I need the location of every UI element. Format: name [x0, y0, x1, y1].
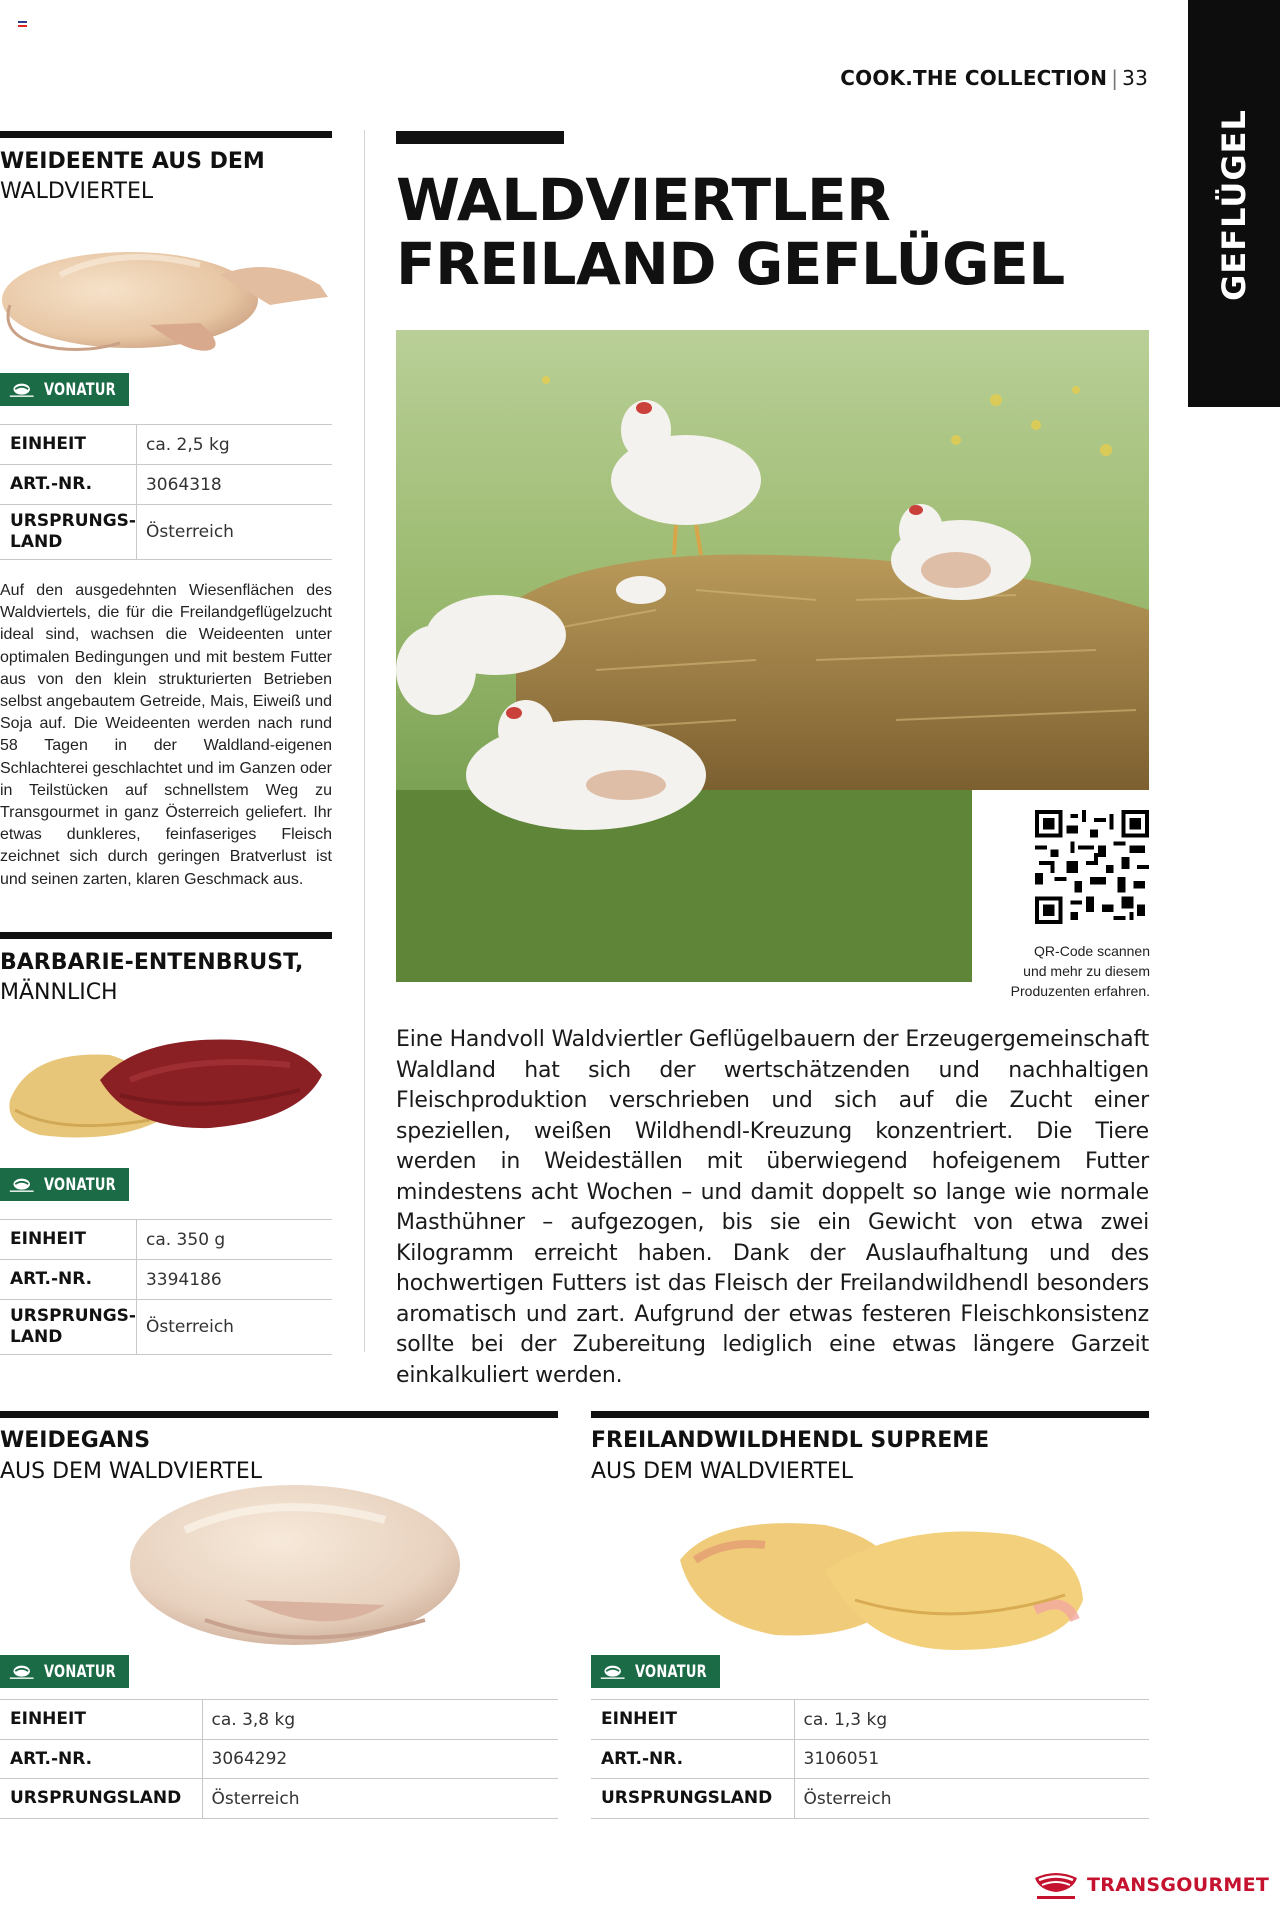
- transgourmet-brand-icon: [1033, 1868, 1079, 1902]
- label-einheit: EINHEIT: [0, 425, 136, 465]
- section-bar: [591, 1411, 1149, 1418]
- label-einheit: EINHEIT: [591, 1700, 794, 1740]
- collection-name: COOK.THE COLLECTION: [840, 66, 1108, 90]
- value-ursprungsland: Österreich: [136, 1300, 332, 1355]
- intro-text: Eine Handvoll Waldviertler Geflügelbauern der Erzeugergemeinschaft Waldland hat sich der wertschätzenden und nachhaltigen Fleischproduktion verschrieben und sich auf die Zucht einer speziellen, weißen Wildhendl-Kreuzung konzentriert. Die Tiere werden in Weideställen mit überwiegend hofeigenem Futter mindestens acht Wochen – und damit doppelt so lange wie normale Masthühner – aufgezogen, bis sie ein Gewicht von etwa zwei Kilogramm erreicht haben. Dank der Auslaufhaltung und des hochwertigen Futters ist das Fleisch der Freilandwildhendl besonders aromatisch und zart. Aufgrund der etwas festeren Fleischkonsistenz sollte bei der Zubereitung lediglich eine etwas längere Garzeit einkalkuliert werden.: [396, 1027, 1149, 1388]
- page-number: 33: [1122, 66, 1148, 90]
- duck-breast-image: [0, 1020, 332, 1140]
- section-bar: [0, 1411, 558, 1418]
- product-title-gans: WEIDEGANS: [0, 1428, 151, 1453]
- hero-bar: [396, 131, 564, 144]
- transgourmet-logo-icon: [599, 1663, 626, 1681]
- value-ursprungsland: Österreich: [136, 505, 332, 560]
- value-artnr: 3394186: [136, 1260, 332, 1300]
- vonatur-badge: [591, 1655, 720, 1688]
- vonatur-badge: [0, 373, 129, 406]
- value-einheit: ca. 350 g: [136, 1220, 332, 1260]
- product-subtitle-barbarie: MÄNNLICH: [0, 980, 118, 1005]
- product-description-ente: Auf den ausgedehnten Wiesenflächen des Waldviertels, die für die Freilandgeflügelzucht ideal sind, wachsen die Weideenten unter optimalen Bedingungen und mit bestem Futter aus von den klein strukturierten Betrieben selbst angebautem Getreide, Mais, Eiweiß und Soja auf. Die Weideenten werden nach rund 58 Tagen in der Waldland-eigenen Schlachterei geschlachtet und im Ganzen oder in Teilstücken auf schnellstem Weg zu Transgourmet in ganz Österreich geliefert. Ihr etwas dunkleres, feinfaseriges Fleisch zeichnet sich durch geringen Bratverlust ist und seinen zarten, klaren Geschmack aus.: [0, 582, 332, 888]
- badge-label: VONATUR: [44, 1174, 117, 1195]
- category-tab-label: GEFLÜGEL: [1215, 109, 1253, 301]
- value-artnr: 3064318: [136, 465, 332, 505]
- product-subtitle-gans: AUS DEM WALDVIERTEL: [0, 1459, 263, 1484]
- value-einheit: ca. 1,3 kg: [794, 1700, 1149, 1740]
- product-title-barbarie: BARBARIE-ENTENBRUST,: [0, 950, 304, 975]
- label-ursprungsland: URSPRUNGS- LAND: [0, 505, 136, 560]
- spec-table-barbarie: [0, 1219, 332, 1355]
- label-einheit: EINHEIT: [0, 1220, 136, 1260]
- language-flag-icon[interactable]: [18, 21, 27, 27]
- value-ursprungsland: Österreich: [202, 1779, 558, 1819]
- column-divider: [364, 130, 365, 1352]
- spec-table-ente: [0, 424, 332, 560]
- product-title-hendl: FREILANDWILDHENDL SUPREME: [591, 1428, 990, 1453]
- value-einheit: ca. 3,8 kg: [202, 1700, 558, 1740]
- footer-brand-name: TRANSGOURMET: [1087, 1874, 1270, 1896]
- qr-caption: QR-Code scannen und mehr zu diesem Produzenten erfahren.: [1010, 943, 1150, 999]
- badge-label: VONATUR: [44, 379, 117, 400]
- hero-title: WALDVIERTLER FREILAND GEFLÜGEL: [396, 166, 1065, 298]
- label-artnr: ART.-NR.: [0, 1740, 202, 1779]
- label-ursprungsland: URSPRUNGSLAND: [591, 1779, 794, 1819]
- product-title-ente: WEIDEENTE AUS DEM: [0, 149, 265, 174]
- label-artnr: ART.-NR.: [591, 1740, 794, 1779]
- value-artnr: 3064292: [202, 1740, 558, 1779]
- chicken-supreme-image: [675, 1500, 1087, 1660]
- vonatur-badge: [0, 1168, 129, 1201]
- page-header: [840, 66, 1148, 90]
- vonatur-badge: [0, 1655, 129, 1688]
- duck-image: [0, 205, 332, 365]
- transgourmet-logo-icon: [8, 1176, 35, 1194]
- category-tab[interactable]: [1188, 0, 1280, 407]
- goose-image: [125, 1480, 475, 1655]
- product-subtitle-ente: WALDVIERTEL: [0, 179, 154, 204]
- label-einheit: EINHEIT: [0, 1700, 202, 1740]
- transgourmet-logo-icon: [8, 1663, 35, 1681]
- header-separator: |: [1111, 66, 1119, 90]
- spec-table-gans: [0, 1699, 558, 1819]
- value-ursprungsland: Österreich: [794, 1779, 1149, 1819]
- label-artnr: ART.-NR.: [0, 1260, 136, 1300]
- product-subtitle-hendl: AUS DEM WALDVIERTEL: [591, 1459, 854, 1484]
- spec-table-hendl: [591, 1699, 1149, 1819]
- value-einheit: ca. 2,5 kg: [136, 425, 332, 465]
- badge-label: VONATUR: [635, 1661, 708, 1682]
- value-artnr: 3106051: [794, 1740, 1149, 1779]
- transgourmet-footer-logo: [1033, 1868, 1269, 1902]
- label-ursprungsland: URSPRUNGS- LAND: [0, 1300, 136, 1355]
- badge-label: VONATUR: [44, 1661, 117, 1682]
- section-bar: [0, 932, 332, 939]
- label-artnr: ART.-NR.: [0, 465, 136, 505]
- section-bar: [0, 131, 332, 138]
- qr-code-icon[interactable]: [1035, 810, 1149, 924]
- transgourmet-logo-icon: [8, 381, 35, 399]
- label-ursprungsland: URSPRUNGSLAND: [0, 1779, 202, 1819]
